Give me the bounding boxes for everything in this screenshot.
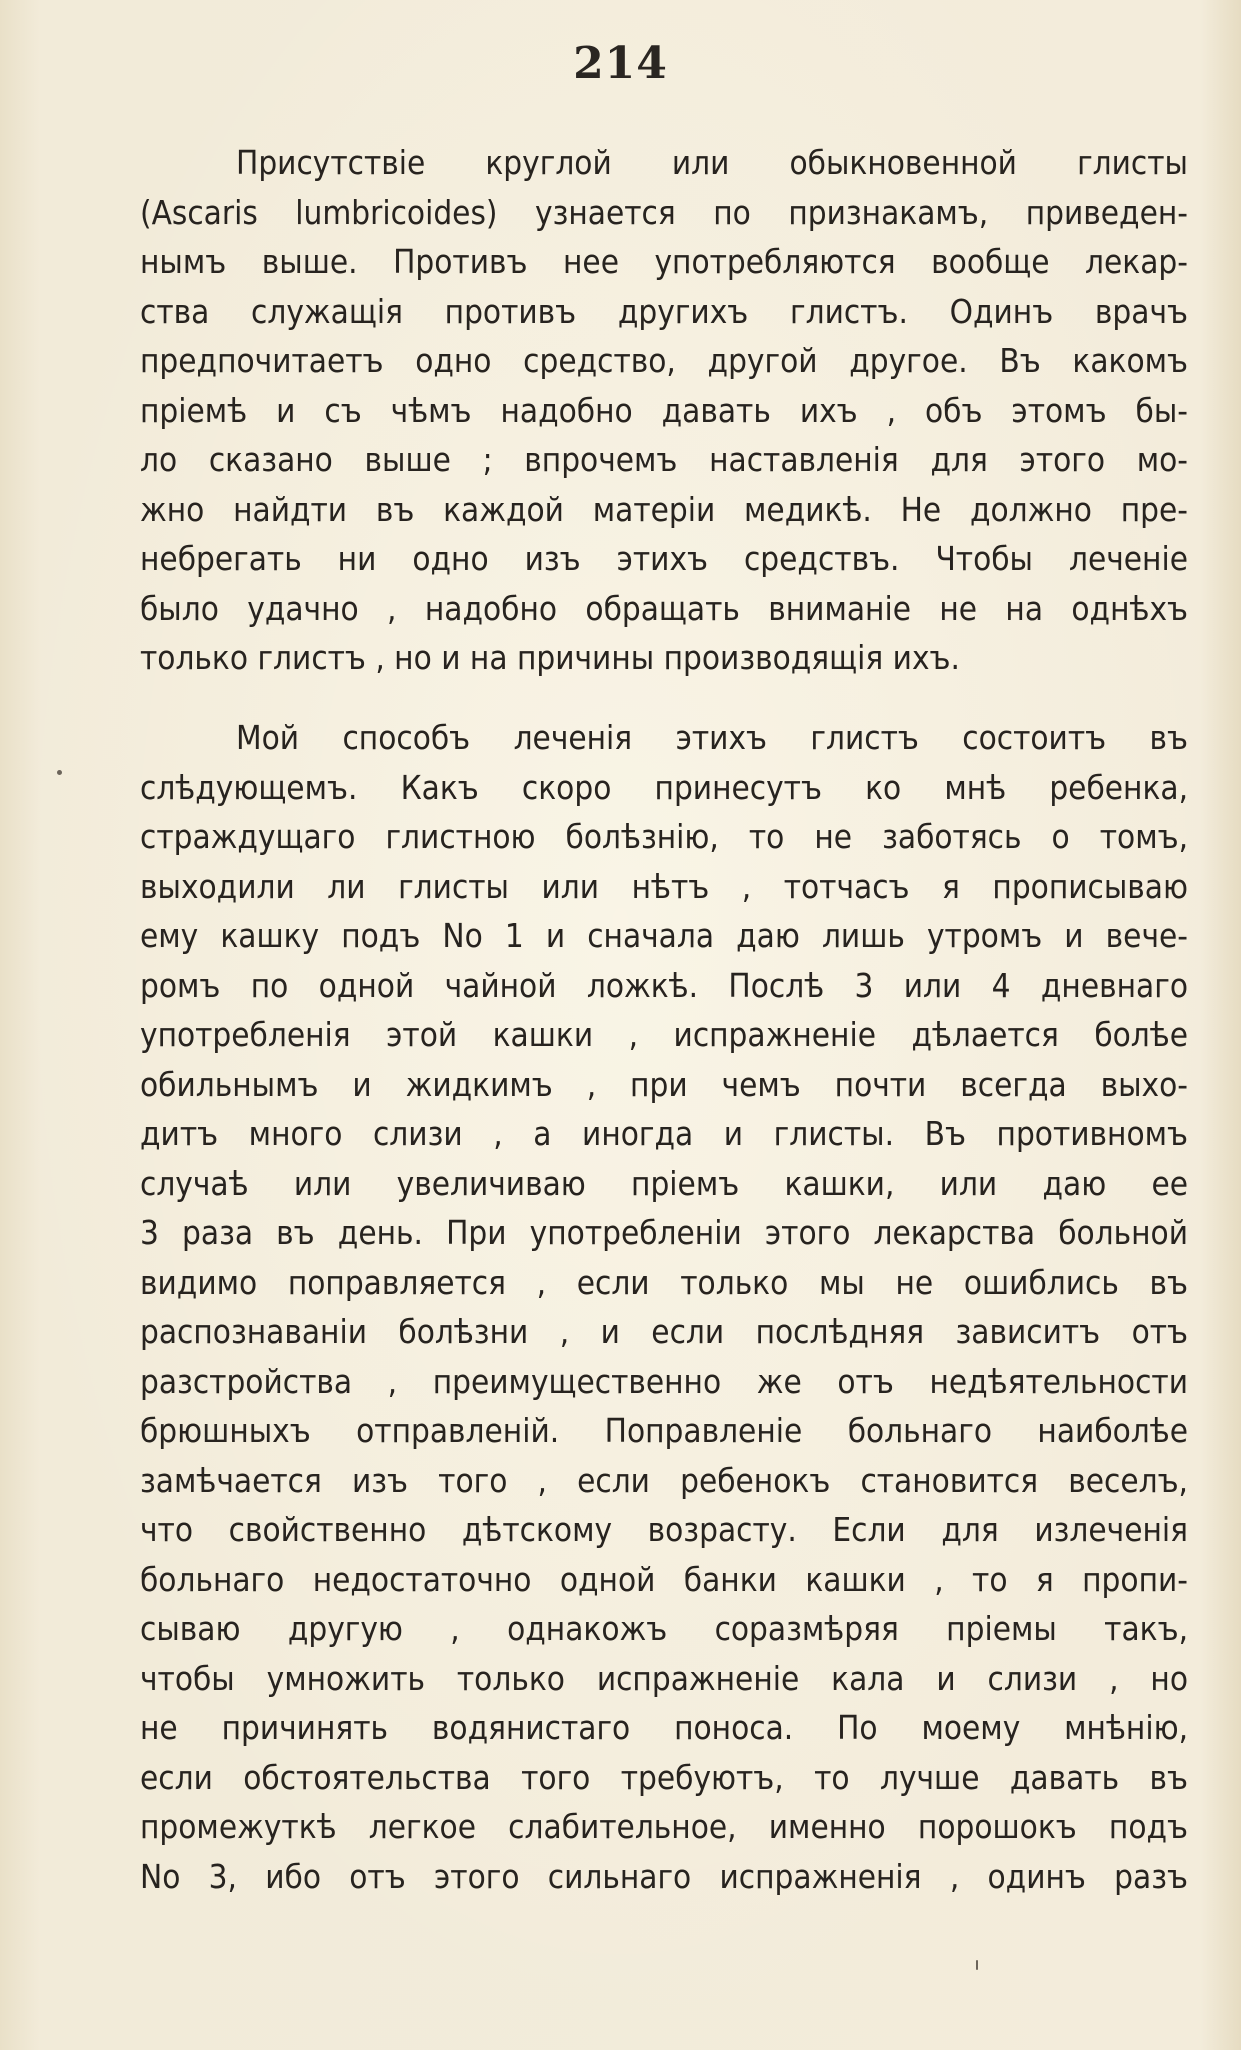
- text-line: страждущаго глистною болѣзнію, то не заботясь о томъ,: [140, 817, 1188, 856]
- text-line: что свойственно дѣтскому возрасту. Если для излеченія: [140, 1510, 1188, 1549]
- text-line: (Ascaris lumbricoides) узнается по признакамъ, приведен-: [140, 192, 1188, 232]
- text-line: 3 раза въ день. При употребленіи этого лекарства больной: [140, 1213, 1188, 1252]
- text-line: дитъ много слизи , а иногда и глисты. Въ противномъ: [140, 1114, 1188, 1153]
- text-line: случаѣ или увеличиваю пріемъ кашки, или даю ее: [140, 1163, 1188, 1203]
- text-line: только глистъ , но и на причины производящія ихъ.: [140, 638, 960, 677]
- text-line: не причинять водянистаго поноса. По моему мнѣнію,: [140, 1708, 1188, 1747]
- text-line: No 3, ибо отъ этого сильнаго испражненія , одинъ разъ: [140, 1856, 1188, 1896]
- text-line: нымъ выше. Противъ нее употребляются вообще лекар-: [140, 242, 1188, 281]
- text-line: предпочитаетъ одно средство, другой другое. Въ какомъ: [140, 341, 1188, 380]
- text-line: было удачно , надобно обращать вниманіе не на однѣхъ: [140, 588, 1188, 628]
- paper-speck: [57, 770, 62, 775]
- text-line: обильнымъ и жидкимъ , при чемъ почти всегда выхо-: [140, 1064, 1188, 1104]
- text-line: видимо поправляется , если только мы не ошиблись въ: [140, 1262, 1188, 1302]
- text-line: чтобы умножить только испражненіе кала и слизи , но: [140, 1658, 1188, 1698]
- text-line: небрегать ни одно изъ этихъ средствъ. Чтобы леченіе: [140, 539, 1188, 578]
- paragraph-2: [140, 713, 1188, 1901]
- page-number: 214: [573, 38, 668, 89]
- paragraph-1: [140, 138, 1188, 683]
- text-line: замѣчается изъ того , если ребенокъ становится веселъ,: [140, 1460, 1188, 1500]
- text-line: слѣдующемъ. Какъ скоро принесутъ ко мнѣ ребенка,: [140, 767, 1188, 807]
- text-line: ромъ по одной чайной ложкѣ. Послѣ 3 или 4 дневнаго: [140, 965, 1188, 1005]
- text-line: ства служащія противъ другихъ глистъ. Одинъ врачъ: [140, 291, 1188, 331]
- text-line: ему кашку подъ No 1 и сначала даю лишь утромъ и вече-: [140, 916, 1188, 955]
- text-line: употребленія этой кашки , испражненіе дѣлается болѣе: [140, 1015, 1188, 1054]
- text-line: если обстоятельства того требуютъ, то лучше давать въ: [140, 1757, 1188, 1797]
- text-line: Мой способъ леченія этихъ глистъ состоитъ въ: [236, 718, 1188, 757]
- text-line: пріемѣ и съ чѣмъ надобно давать ихъ , объ этомъ бы-: [140, 390, 1188, 430]
- text-line: распознаваніи болѣзни , и если послѣдняя зависитъ отъ: [140, 1312, 1188, 1351]
- text-line: ло сказано выше ; впрочемъ наставленія для этого мо-: [140, 440, 1188, 479]
- text-line: Присутствіе круглой или обыкновенной глисты: [236, 143, 1188, 182]
- text-line: выходили ли глисты или нѣтъ , тотчасъ я прописываю: [140, 866, 1188, 906]
- text-line: промежуткѣ легкое слабительное, именно порошокъ подъ: [140, 1807, 1188, 1846]
- paper-speck: [976, 1960, 978, 1970]
- text-line: жно найдти въ каждой матеріи медикѣ. Не должно пре-: [140, 489, 1188, 529]
- text-line: разстройства , преимущественно же отъ недѣятельности: [140, 1361, 1188, 1401]
- text-line: больнаго недостаточно одной банки кашки , то я пропи-: [140, 1559, 1188, 1599]
- text-line: сываю другую , однакожъ соразмѣряя пріемы такъ,: [140, 1609, 1188, 1648]
- text-line: брюшныхъ отправленій. Поправленіе больнаго наиболѣе: [140, 1411, 1188, 1450]
